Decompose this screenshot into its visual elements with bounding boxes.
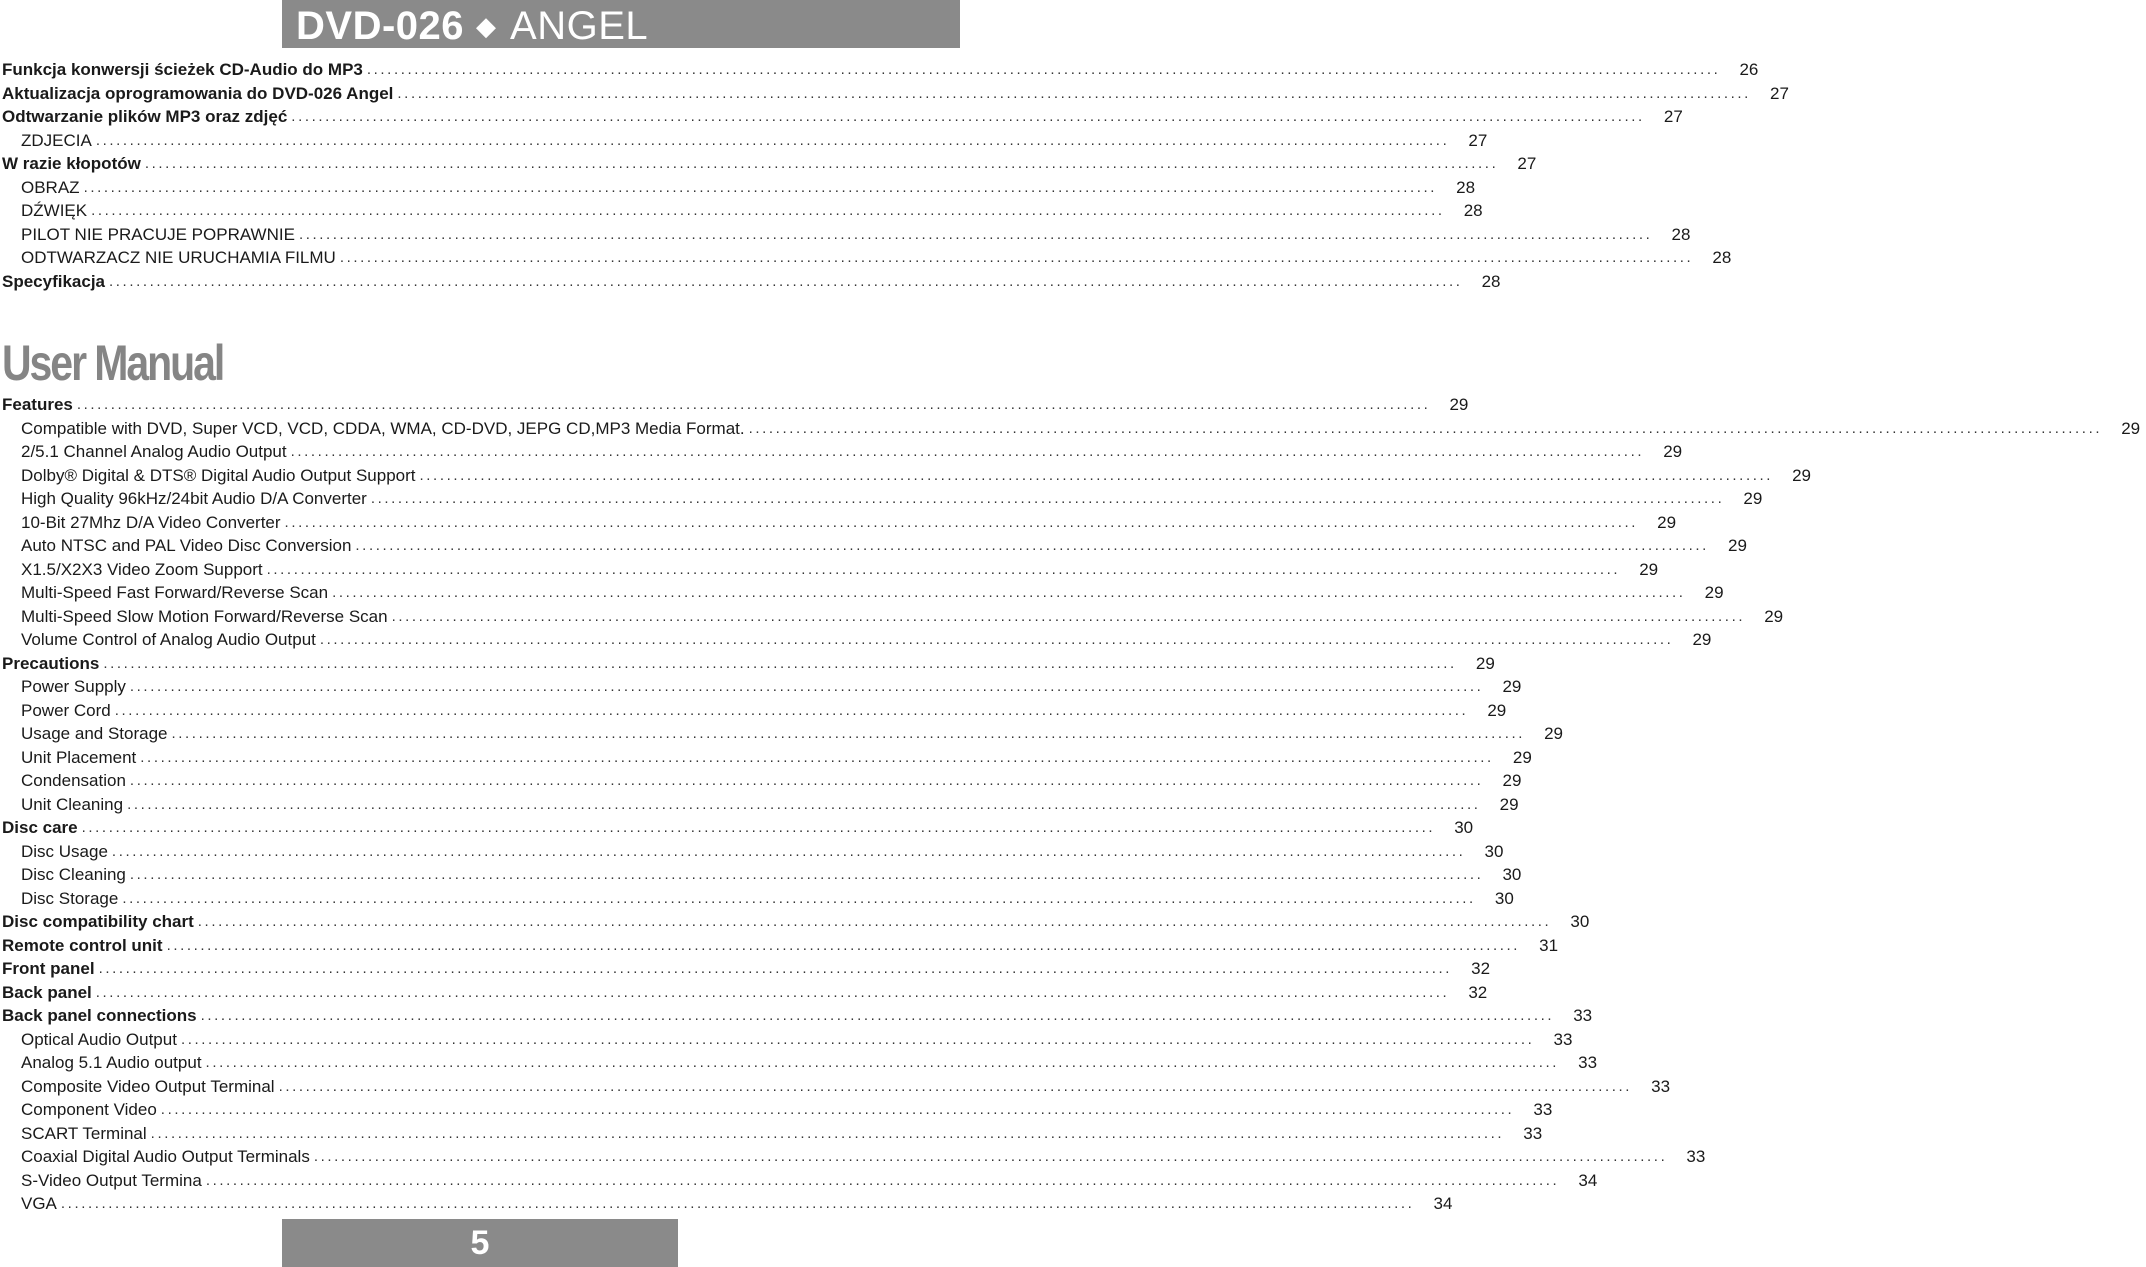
toc-page-number: 29 [1502, 677, 1522, 696]
toc-entry-label: Auto NTSC and PAL Video Disc Conversion [21, 536, 352, 555]
toc-subentry[interactable] [0, 628, 1712, 652]
toc-entry-label: ODTWARZACZ NIE URUCHAMIA FILMU [21, 248, 336, 267]
toc-leader-dots: ........................................................................................................................................................................................................ [197, 913, 1552, 930]
toc-leader-dots: ........................................................................................................................................................................................................ [127, 795, 1481, 813]
toc-page-number: 30 [1454, 818, 1474, 837]
toc-leader-dots: ........................................................................................................................................................................................................ [291, 108, 1645, 125]
toc-page-number: 29 [1544, 724, 1563, 743]
toc-subentry[interactable] [0, 675, 1522, 699]
toc-page-number: 27 [1468, 130, 1488, 150]
toc-subentry[interactable] [0, 1098, 1553, 1122]
toc-subentry[interactable] [0, 1075, 1671, 1099]
toc-entry[interactable] [0, 981, 1488, 1005]
toc-subentry[interactable] [0, 223, 1691, 247]
brand-name: ANGEL [510, 3, 649, 48]
toc-entry-label: Disc Cleaning [21, 865, 126, 884]
toc-entry-label: Dolby® Digital & DTS® Digital Audio Output Support [21, 465, 416, 485]
toc-leader-dots: ........................................................................................................................................................................................................ [83, 178, 1438, 196]
toc-entry-label: Volume Control of Analog Audio Output [21, 630, 316, 649]
toc-entry-label: VGA [21, 1194, 57, 1213]
section-title: User Manual [2, 335, 224, 391]
toc-page-number: 33 [1553, 1029, 1573, 1049]
toc-leader-dots: ........................................................................................................................................................................................................ [129, 678, 1484, 695]
toc-entry-label: Coaxial Digital Audio Output Terminals [21, 1147, 310, 1166]
toc-entry-label: OBRAZ [21, 177, 80, 197]
toc-leader-dots: ........................................................................................................................................................................................................ [355, 537, 1709, 554]
toc-page-number: 29 [1502, 771, 1522, 790]
toc-entry-label: Optical Audio Output [21, 1029, 177, 1049]
toc-leader-dots: ........................................................................................................................................................................................................ [266, 560, 1621, 578]
toc-leader-dots: ........................................................................................................................................................................................................ [76, 396, 1431, 413]
toc-page-number: 34 [1578, 1170, 1598, 1190]
toc-leader-dots: ........................................................................................................................................................................................................ [98, 960, 1453, 977]
toc-leader-dots: ........................................................................................................................................................................................................ [313, 1148, 1668, 1165]
toc-entry-label: Unit Cleaning [21, 794, 124, 814]
toc-page-number: 27 [1663, 107, 1683, 126]
toc-subentry[interactable] [0, 417, 2141, 441]
toc-entry[interactable] [0, 1004, 1593, 1028]
toc-subentry[interactable] [0, 246, 1732, 270]
toc-leader-dots: ........................................................................................................................................................................................................ [129, 866, 1484, 883]
toc-page-number: 29 [2121, 418, 2141, 438]
toc-entry[interactable] [0, 910, 1590, 934]
toc-subentry[interactable] [0, 1122, 1543, 1146]
toc-entry-label: Precautions [2, 653, 100, 673]
toc-leader-dots: ........................................................................................................................................................................................................ [180, 1030, 1535, 1048]
toc-page-number: 29 [1475, 653, 1495, 673]
page-number: 5 [470, 1223, 490, 1262]
toc-subentry[interactable] [0, 487, 1763, 511]
toc-leader-dots: ........................................................................................................................................................................................................ [298, 225, 1653, 243]
toc-leader-dots: ........................................................................................................................................................................................................ [319, 631, 1674, 648]
toc-entry-label: Multi-Speed Slow Motion Forward/Reverse Scan [21, 606, 388, 626]
toc-page-number: 28 [1712, 248, 1732, 267]
model-name: DVD-026 [296, 3, 465, 48]
toc-leader-dots: ........................................................................................................................................................................................................ [150, 1124, 1505, 1142]
toc-entry-label: Disc Usage [21, 841, 108, 861]
toc-page-number: 29 [1449, 395, 1469, 414]
toc-leader-dots: ........................................................................................................................................................................................................ [95, 131, 1450, 149]
toc-leader-dots: ........................................................................................................................................................................................................ [114, 701, 1469, 719]
toc-entry-label: Analog 5.1 Audio output [21, 1053, 202, 1072]
toc-subentry[interactable] [0, 887, 1514, 911]
toc-entry-label: Funkcja konwersji ścieżek CD-Audio do MP3 [2, 60, 363, 79]
toc-leader-dots: ........................................................................................................................................................................................................ [332, 584, 1686, 601]
toc-subentry[interactable] [0, 605, 1784, 629]
toc-page-number: 31 [1539, 935, 1559, 955]
toc-page-number: 26 [1739, 60, 1759, 79]
toc-page-number: 28 [1671, 224, 1691, 244]
toc-leader-dots: ........................................................................................................................................................................................................ [748, 419, 2103, 437]
toc-leader-dots: ........................................................................................................................................................................................................ [166, 936, 1521, 954]
toc-entry-label: Usage and Storage [21, 724, 168, 743]
document-header [296, 4, 648, 48]
toc-leader-dots: ........................................................................................................................................................................................................ [370, 490, 1725, 507]
toc-leader-dots: ........................................................................................................................................................................................................ [160, 1101, 1515, 1118]
toc-leader-dots: ........................................................................................................................................................................................................ [290, 443, 1645, 460]
toc-leader-dots: ........................................................................................................................................................................................................ [122, 889, 1476, 907]
toc-entry-label: PILOT NIE PRACUJE POPRAWNIE [21, 224, 295, 244]
toc-subentry[interactable] [0, 511, 1677, 535]
toc-page-number: 29 [1764, 606, 1784, 626]
toc-entry-label: 2/5.1 Channel Analog Audio Output [21, 442, 287, 461]
toc-entry-label: W razie kłopotów [2, 154, 141, 173]
toc-entry[interactable] [0, 393, 1469, 417]
toc-page-number: 33 [1651, 1076, 1671, 1096]
toc-page-number: 29 [1657, 512, 1677, 532]
toc-page-number: 28 [1456, 177, 1476, 197]
toc-page-number: 29 [1727, 536, 1747, 555]
toc-subentry[interactable] [0, 176, 1476, 200]
toc-entry-label: Disc Storage [21, 888, 119, 908]
toc-subentry[interactable] [0, 863, 1522, 887]
toc-page-number: 33 [1578, 1053, 1598, 1072]
toc-leader-dots: ........................................................................................................................................................................................................ [391, 607, 1746, 625]
toc-entry-label: Aktualizacja oprogramowania do DVD-026 Angel [2, 83, 394, 103]
toc-entry-label: S-Video Output Termina [21, 1170, 202, 1190]
toc-entry[interactable] [0, 652, 1495, 676]
toc-page-number: 29 [1499, 794, 1519, 814]
toc-subentry[interactable] [0, 199, 1483, 223]
toc-page-number: 33 [1523, 1123, 1543, 1143]
toc-list-english [0, 393, 2141, 1216]
toc-page-number: 27 [1769, 83, 1789, 103]
toc-subentry[interactable] [0, 464, 1812, 488]
toc-subentry[interactable] [0, 1192, 1453, 1216]
toc-leader-dots: ........................................................................................................................................................................................................ [397, 84, 1751, 102]
toc-entry-label: Remote control unit [2, 935, 163, 955]
toc-entry-label: SCART Terminal [21, 1123, 147, 1143]
toc-entry-label: Specyfikacja [2, 271, 106, 291]
toc-entry-label: X1.5/X2X3 Video Zoom Support [21, 559, 263, 579]
toc-leader-dots: ........................................................................................................................................................................................................ [109, 272, 1463, 290]
toc-entry-label: Condensation [21, 771, 126, 790]
toc-page-number: 34 [1433, 1194, 1453, 1213]
toc-entry[interactable] [0, 957, 1491, 981]
toc-entry-label: Back panel [2, 982, 92, 1002]
toc-entry-label: Disc compatibility chart [2, 912, 194, 931]
toc-entry[interactable] [0, 934, 1559, 958]
toc-page-number: 29 [1704, 583, 1724, 602]
toc-leader-dots: ........................................................................................................................................................................................................ [81, 819, 1436, 836]
toc-page-number: 28 [1481, 271, 1501, 291]
toc-page-number: 29 [1639, 559, 1659, 579]
toc-subentry[interactable] [0, 840, 1504, 864]
toc-page-number: 33 [1686, 1147, 1706, 1166]
toc-entry-label: High Quality 96kHz/24bit Audio D/A Converter [21, 489, 367, 508]
toc-page-number: 27 [1517, 154, 1537, 173]
toc-page-number: 29 [1792, 465, 1812, 485]
toc-leader-dots: ........................................................................................................................................................................................................ [205, 1171, 1560, 1189]
toc-page-number: 29 [1692, 630, 1712, 649]
toc-entry-label: Features [2, 395, 73, 414]
toc-leader-dots: ........................................................................................................................................................................................................ [103, 654, 1457, 672]
toc-entry-label: Unit Placement [21, 747, 137, 767]
toc-entry-label: 10-Bit 27Mhz D/A Video Converter [21, 512, 281, 532]
diamond-icon: ◆ [476, 10, 497, 41]
toc-subentry[interactable] [0, 1169, 1598, 1193]
toc-list-polish [0, 58, 1789, 293]
toc-page-number: 29 [1743, 489, 1763, 508]
toc-entry[interactable] [0, 816, 1474, 840]
toc-page-number: 33 [1533, 1100, 1553, 1119]
toc-subentry[interactable] [0, 1051, 1598, 1075]
toc-entry-label: Odtwarzanie plików MP3 oraz zdjęć [2, 107, 288, 126]
toc-subentry[interactable] [0, 699, 1507, 723]
toc-subentry[interactable] [0, 1145, 1706, 1169]
toc-page-number: 29 [1487, 700, 1507, 720]
toc-page-number: 32 [1471, 959, 1491, 978]
toc-entry-label: Back panel connections [2, 1006, 197, 1025]
toc-leader-dots: ........................................................................................................................................................................................................ [60, 1195, 1415, 1212]
toc-subentry[interactable] [0, 129, 1488, 153]
toc-entry-label: Disc care [2, 818, 78, 837]
toc-leader-dots: ........................................................................................................................................................................................................ [419, 466, 1774, 484]
toc-page-number: 28 [1463, 201, 1483, 220]
toc-subentry[interactable] [0, 769, 1522, 793]
toc-subentry[interactable] [0, 746, 1532, 770]
toc-entry-label: Front panel [2, 959, 95, 978]
toc-entry-label: DŹWIĘK [21, 201, 88, 220]
toc-entry-label: Compatible with DVD, Super VCD, VCD, CDDA, WMA, CD-DVD, JEPG CD,MP3 Media Format. [21, 418, 745, 438]
toc-subentry[interactable] [0, 722, 1563, 746]
toc-leader-dots: ........................................................................................................................................................................................................ [366, 61, 1721, 78]
toc-entry-label: ZDJECIA [21, 130, 92, 150]
toc-leader-dots: ........................................................................................................................................................................................................ [284, 513, 1639, 531]
toc-leader-dots: ........................................................................................................................................................................................................ [339, 249, 1694, 266]
toc-page-number: 30 [1502, 865, 1522, 884]
toc-leader-dots: ........................................................................................................................................................................................................ [200, 1007, 1555, 1024]
toc-entry[interactable] [0, 105, 1683, 129]
toc-subentry[interactable] [0, 534, 1747, 558]
toc-page-number: 33 [1573, 1006, 1593, 1025]
toc-page-number: 29 [1512, 747, 1532, 767]
toc-entry-label: Power Cord [21, 700, 111, 720]
toc-entry-label: Composite Video Output Terminal [21, 1076, 275, 1096]
toc-leader-dots: ........................................................................................................................................................................................................ [278, 1077, 1633, 1095]
toc-page-number: 30 [1494, 888, 1514, 908]
toc-page-number: 32 [1468, 982, 1488, 1002]
toc-leader-dots: ........................................................................................................................................................................................................ [140, 748, 1494, 766]
toc-leader-dots: ........................................................................................................................................................................................................ [129, 772, 1484, 789]
toc-leader-dots: ........................................................................................................................................................................................................ [91, 202, 1445, 219]
toc-page-number: 29 [1663, 442, 1683, 461]
toc-subentry[interactable] [0, 558, 1659, 582]
toc-page-number: 30 [1570, 912, 1590, 931]
toc-subentry[interactable] [0, 1028, 1573, 1052]
toc-leader-dots: ........................................................................................................................................................................................................ [111, 842, 1466, 860]
toc-entry[interactable] [0, 152, 1537, 176]
toc-entry-label: Power Supply [21, 677, 126, 696]
toc-entry[interactable] [0, 82, 1789, 106]
toc-subentry[interactable] [0, 581, 1724, 605]
toc-entry-label: Multi-Speed Fast Forward/Reverse Scan [21, 583, 329, 602]
toc-leader-dots: ........................................................................................................................................................................................................ [171, 725, 1525, 742]
toc-leader-dots: ........................................................................................................................................................................................................ [205, 1054, 1560, 1071]
toc-subentry[interactable] [0, 793, 1519, 817]
toc-entry-label: Component Video [21, 1100, 157, 1119]
toc-leader-dots: ........................................................................................................................................................................................................ [95, 983, 1450, 1001]
toc-page-number: 30 [1484, 841, 1504, 861]
toc-leader-dots: ........................................................................................................................................................................................................ [144, 155, 1499, 172]
toc-subentry[interactable] [0, 440, 1683, 464]
toc-entry[interactable] [0, 270, 1501, 294]
toc-entry[interactable] [0, 58, 1759, 82]
